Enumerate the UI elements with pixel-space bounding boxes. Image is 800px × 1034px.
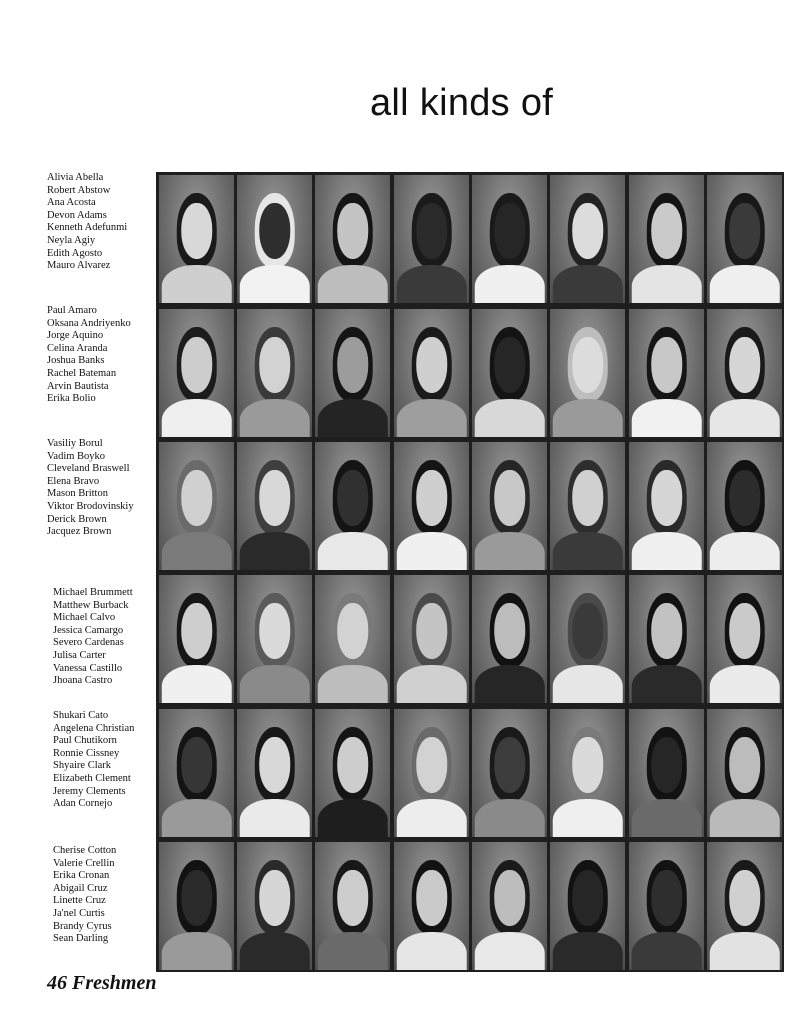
student-portrait	[472, 175, 547, 303]
portrait-face	[651, 470, 683, 526]
portrait-face	[416, 603, 448, 659]
name-list-row-5	[53, 710, 134, 811]
portrait-shoulders	[396, 265, 467, 303]
portrait-face	[337, 870, 369, 926]
portrait-shoulders	[161, 399, 232, 437]
student-name: Julisa Carter	[53, 649, 106, 661]
student-name: Paul Amaro	[47, 305, 97, 316]
portrait-face	[729, 737, 761, 793]
portrait-shoulders	[317, 932, 388, 970]
portrait-shoulders	[474, 265, 545, 303]
student-portrait	[472, 442, 547, 570]
student-name: Elizabeth Clement	[53, 772, 131, 784]
portrait-face	[259, 737, 291, 793]
student-name: Rachel Bateman	[47, 367, 117, 379]
photo-grid	[156, 172, 784, 972]
portrait-shoulders	[709, 532, 780, 570]
portrait-face	[572, 203, 604, 259]
student-name: Severo Cardenas	[53, 637, 124, 649]
student-name: Ronnie Cissney	[53, 747, 120, 759]
portrait-shoulders	[552, 532, 623, 570]
student-portrait	[159, 309, 234, 437]
portrait-face	[651, 603, 683, 659]
student-portrait	[550, 175, 625, 303]
portrait-shoulders	[317, 265, 388, 303]
student-portrait	[159, 709, 234, 837]
portrait-face	[416, 203, 448, 259]
portrait-shoulders	[239, 932, 310, 970]
portrait-shoulders	[709, 932, 780, 970]
student-name: Erika Cronan	[53, 870, 110, 882]
portrait-shoulders	[474, 532, 545, 570]
portrait-face	[572, 737, 604, 793]
portrait-shoulders	[474, 399, 545, 437]
portrait-shoulders	[631, 532, 702, 570]
portrait-shoulders	[317, 399, 388, 437]
portrait-shoulders	[396, 399, 467, 437]
portrait-shoulders	[317, 799, 388, 837]
page-number-section-label: 46 Freshmen	[47, 972, 157, 994]
student-name: Matthew Burback	[53, 599, 129, 611]
portrait-shoulders	[161, 532, 232, 570]
student-portrait	[315, 442, 390, 570]
student-name: Kenneth Adefunmi	[47, 222, 128, 234]
portrait-shoulders	[552, 399, 623, 437]
portrait-face	[181, 737, 213, 793]
student-portrait	[707, 309, 782, 437]
student-portrait	[315, 175, 390, 303]
student-portrait	[159, 842, 234, 970]
student-name: Erika Bolio	[47, 393, 96, 405]
portrait-shoulders	[552, 265, 623, 303]
student-name: Vadim Boyko	[47, 450, 106, 462]
portrait-face	[494, 470, 526, 526]
student-name: Ana Acosta	[47, 197, 96, 209]
portrait-face	[416, 470, 448, 526]
portrait-shoulders	[709, 399, 780, 437]
student-name: Shyaire Clark	[53, 760, 112, 772]
student-portrait	[707, 709, 782, 837]
portrait-face	[494, 870, 526, 926]
portrait-face	[181, 337, 213, 393]
student-name: Mauro Alvarez	[47, 260, 111, 272]
student-name: Elena Bravo	[47, 475, 100, 487]
student-portrait	[237, 575, 312, 703]
student-portrait	[629, 442, 704, 570]
student-name: Oksana Andriyenko	[47, 317, 131, 329]
portrait-shoulders	[239, 799, 310, 837]
name-list-row-3	[47, 438, 134, 539]
student-portrait	[315, 709, 390, 837]
portrait-shoulders	[317, 665, 388, 703]
student-name: Michael Calvo	[53, 612, 116, 624]
portrait-shoulders	[239, 265, 310, 303]
student-name: Arvin Bautista	[47, 380, 109, 392]
student-name: Shukari Cato	[53, 710, 109, 721]
portrait-face	[651, 337, 683, 393]
student-name: Ja'nel Curtis	[53, 907, 105, 919]
portrait-face	[729, 870, 761, 926]
portrait-face	[416, 737, 448, 793]
portrait-shoulders	[396, 932, 467, 970]
name-list-row-2	[47, 305, 131, 406]
portrait-shoulders	[631, 799, 702, 837]
portrait-shoulders	[161, 799, 232, 837]
portrait-face	[337, 737, 369, 793]
page-heading: all kinds of	[370, 82, 554, 124]
student-name: Jorge Aquino	[47, 330, 104, 342]
student-name: Devon Adams	[47, 209, 107, 221]
student-name: Cleveland Braswell	[47, 463, 130, 475]
student-name: Vasiliy Borul	[47, 438, 103, 449]
portrait-shoulders	[474, 799, 545, 837]
name-list-row-6	[53, 845, 116, 946]
portrait-face	[337, 337, 369, 393]
student-portrait	[629, 575, 704, 703]
student-name: Angelena Christian	[53, 722, 135, 734]
portrait-face	[651, 203, 683, 259]
student-name: Michael Brummett	[53, 587, 133, 598]
student-portrait	[550, 442, 625, 570]
portrait-shoulders	[552, 665, 623, 703]
portrait-face	[494, 603, 526, 659]
student-portrait	[550, 842, 625, 970]
student-portrait	[394, 442, 469, 570]
student-portrait	[707, 442, 782, 570]
student-portrait	[237, 842, 312, 970]
portrait-shoulders	[709, 665, 780, 703]
name-list-row-4	[53, 587, 133, 688]
student-name: Abigail Cruz	[53, 882, 108, 894]
student-name: Linette Cruz	[53, 895, 106, 907]
student-portrait	[550, 709, 625, 837]
student-name: Mason Britton	[47, 488, 108, 500]
student-portrait	[394, 575, 469, 703]
student-portrait	[472, 309, 547, 437]
portrait-shoulders	[161, 265, 232, 303]
student-portrait	[237, 309, 312, 437]
student-name: Alivia Abella	[47, 172, 104, 183]
student-portrait	[394, 175, 469, 303]
portrait-shoulders	[317, 532, 388, 570]
portrait-face	[337, 603, 369, 659]
student-portrait	[472, 575, 547, 703]
portrait-shoulders	[161, 932, 232, 970]
portrait-shoulders	[161, 665, 232, 703]
portrait-face	[337, 203, 369, 259]
student-portrait	[315, 575, 390, 703]
name-list-row-1	[47, 172, 127, 273]
student-name: Robert Abstow	[47, 184, 111, 196]
portrait-face	[416, 870, 448, 926]
student-portrait	[550, 309, 625, 437]
portrait-face	[729, 203, 761, 259]
student-portrait	[394, 709, 469, 837]
student-portrait	[315, 842, 390, 970]
student-portrait	[315, 309, 390, 437]
student-portrait	[629, 709, 704, 837]
portrait-shoulders	[239, 532, 310, 570]
portrait-face	[572, 603, 604, 659]
student-portrait	[707, 575, 782, 703]
student-portrait	[159, 442, 234, 570]
student-portrait	[237, 709, 312, 837]
student-portrait	[707, 842, 782, 970]
student-name: Jessica Camargo	[53, 624, 124, 636]
student-name: Viktor Brodovinskiy	[47, 500, 134, 512]
portrait-face	[494, 337, 526, 393]
student-name: Jhoana Castro	[53, 675, 113, 687]
student-name: Joshua Banks	[47, 355, 105, 367]
portrait-shoulders	[396, 665, 467, 703]
student-name: Vanessa Castillo	[53, 662, 123, 674]
student-name: Cherise Cotton	[53, 845, 117, 856]
portrait-shoulders	[631, 265, 702, 303]
student-name: Brandy Cyrus	[53, 920, 112, 932]
portrait-face	[181, 203, 213, 259]
portrait-face	[181, 870, 213, 926]
portrait-face	[651, 870, 683, 926]
student-portrait	[394, 309, 469, 437]
student-name: Celina Aranda	[47, 342, 108, 354]
student-portrait	[159, 175, 234, 303]
portrait-face	[259, 203, 291, 259]
student-portrait	[629, 175, 704, 303]
portrait-shoulders	[631, 399, 702, 437]
student-portrait	[550, 575, 625, 703]
student-portrait	[629, 309, 704, 437]
student-name: Paul Chutikorn	[53, 735, 117, 747]
portrait-face	[259, 337, 291, 393]
portrait-shoulders	[552, 799, 623, 837]
portrait-shoulders	[396, 532, 467, 570]
student-name: Derick Brown	[47, 513, 107, 525]
portrait-shoulders	[239, 399, 310, 437]
portrait-shoulders	[396, 799, 467, 837]
portrait-shoulders	[552, 932, 623, 970]
student-portrait	[159, 575, 234, 703]
student-name: Jacquez Brown	[47, 526, 112, 538]
student-name: Sean Darling	[53, 933, 109, 945]
portrait-face	[181, 470, 213, 526]
portrait-face	[651, 737, 683, 793]
student-name: Edith Agosto	[47, 247, 103, 259]
student-portrait	[394, 842, 469, 970]
portrait-face	[572, 870, 604, 926]
portrait-shoulders	[709, 265, 780, 303]
portrait-face	[494, 737, 526, 793]
student-portrait	[472, 842, 547, 970]
student-name: Jeremy Clements	[53, 785, 126, 797]
portrait-face	[416, 337, 448, 393]
portrait-shoulders	[239, 665, 310, 703]
portrait-face	[572, 470, 604, 526]
portrait-face	[337, 470, 369, 526]
student-name: Valerie Crellin	[53, 857, 115, 869]
portrait-shoulders	[631, 665, 702, 703]
portrait-face	[572, 337, 604, 393]
portrait-face	[729, 603, 761, 659]
portrait-shoulders	[474, 665, 545, 703]
portrait-face	[259, 470, 291, 526]
student-name: Adan Cornejo	[53, 798, 113, 810]
student-name: Neyla Agiy	[47, 234, 96, 246]
portrait-face	[181, 603, 213, 659]
portrait-shoulders	[474, 932, 545, 970]
student-portrait	[237, 175, 312, 303]
portrait-face	[259, 603, 291, 659]
student-portrait	[629, 842, 704, 970]
portrait-face	[259, 870, 291, 926]
student-portrait	[707, 175, 782, 303]
student-portrait	[472, 709, 547, 837]
portrait-face	[729, 337, 761, 393]
student-portrait	[237, 442, 312, 570]
portrait-shoulders	[709, 799, 780, 837]
portrait-face	[494, 203, 526, 259]
portrait-shoulders	[631, 932, 702, 970]
portrait-face	[729, 470, 761, 526]
